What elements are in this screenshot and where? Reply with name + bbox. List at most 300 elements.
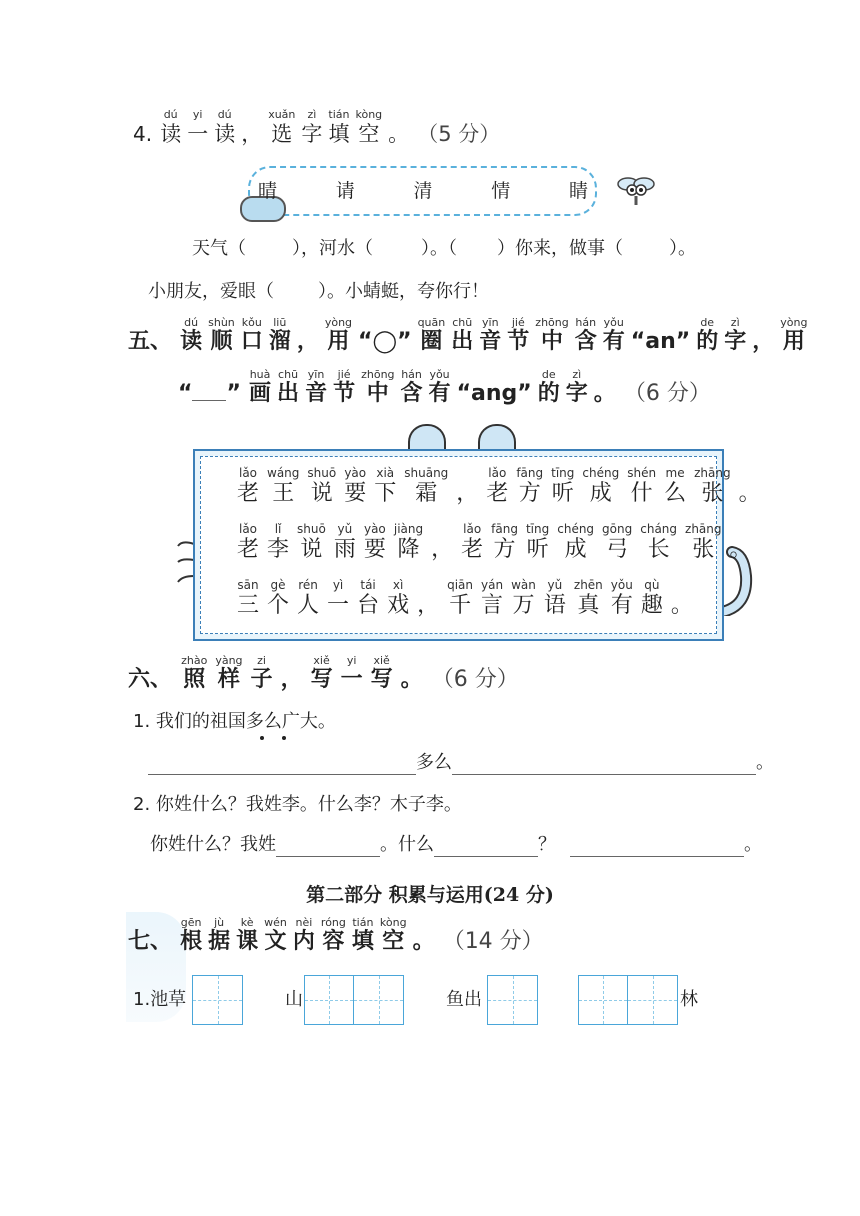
hanzi: 选 xyxy=(271,122,293,146)
pinyin: shuō xyxy=(307,466,337,480)
pinyin xyxy=(671,579,693,592)
hanzi: 。 xyxy=(388,122,410,146)
ruby-char xyxy=(333,368,355,407)
choice-char: 清 xyxy=(413,180,433,202)
hanzi: 趣 xyxy=(640,593,663,618)
ruby-char xyxy=(334,523,356,564)
hanzi: 降 xyxy=(397,537,420,562)
hanzi: 。 xyxy=(729,537,752,562)
ruby-char xyxy=(631,316,690,355)
choice-char: 晴 xyxy=(258,180,278,202)
fill-text: 池草 xyxy=(150,989,187,1010)
q5-title-1 xyxy=(177,316,810,355)
emphasis-dot xyxy=(260,736,264,740)
pinyin xyxy=(417,579,439,592)
ruby-char xyxy=(566,368,588,407)
pinyin xyxy=(388,108,409,121)
q6-answer-line-1 xyxy=(148,750,774,775)
hanzi: 老 xyxy=(461,537,484,562)
ruby-char xyxy=(269,316,291,355)
pinyin: yīn xyxy=(482,316,499,329)
pinyin: jié xyxy=(511,316,525,329)
fill-text: ）。小蜻蜓，夸你行！ xyxy=(318,281,489,302)
q6-example-2: 2. 你姓什么？我姓李。什么李？木子李。 xyxy=(133,794,462,815)
ruby-char xyxy=(371,654,393,693)
fill-text: ？ xyxy=(538,834,556,855)
ruby-char xyxy=(694,467,730,508)
pinyin: zhōng xyxy=(361,368,395,381)
scroll-dragonfly-icon xyxy=(616,172,656,206)
pinyin: zhào xyxy=(181,654,208,667)
pinyin: zì xyxy=(572,368,582,381)
ruby-char xyxy=(575,316,597,355)
hanzi: 。 xyxy=(400,667,423,692)
pinyin: yǔ xyxy=(547,578,563,592)
pinyin: tián xyxy=(352,916,374,929)
pinyin: fāng xyxy=(516,466,544,480)
ruby-char xyxy=(267,579,289,620)
ruby-char xyxy=(321,916,346,955)
pinyin: qiān xyxy=(447,578,474,592)
pinyin: hán xyxy=(575,316,597,329)
hanzi: “an” xyxy=(630,329,691,354)
grid-cell[interactable] xyxy=(579,976,628,1024)
hanzi: 容 xyxy=(322,929,345,954)
hanzi: 三 xyxy=(237,593,260,618)
hanzi: ， xyxy=(456,481,479,506)
ruby-char xyxy=(429,368,451,407)
pinyin: xiě xyxy=(313,654,330,667)
hanzi: 中 xyxy=(366,381,389,406)
hanzi: 子 xyxy=(250,667,273,692)
pinyin: zhēn xyxy=(573,578,603,592)
ruby-char xyxy=(511,579,536,620)
ruby-char xyxy=(481,579,503,620)
hanzi: 张 xyxy=(701,481,724,506)
ruby-char xyxy=(461,523,483,564)
hanzi: 读 xyxy=(160,122,182,146)
hanzi: 千 xyxy=(449,593,472,618)
fill-text: 山 xyxy=(285,989,303,1010)
ruby-char xyxy=(491,523,518,564)
rhyme-line xyxy=(233,579,697,620)
ruby-char xyxy=(208,316,235,355)
q4-score: （5 分） xyxy=(417,122,501,146)
ruby-char xyxy=(267,467,299,508)
hanzi: 言 xyxy=(481,593,504,618)
hanzi: 要 xyxy=(363,537,386,562)
hanzi: 什 xyxy=(630,481,653,506)
writing-grid[interactable] xyxy=(578,975,678,1025)
pinyin: xuǎn xyxy=(268,108,296,121)
hanzi: 霜 xyxy=(415,481,438,506)
item-number: 1. xyxy=(133,989,151,1010)
fill-text: 。什么 xyxy=(380,834,434,855)
hanzi: 张 xyxy=(692,537,715,562)
ruby-char xyxy=(301,108,322,147)
rhyme-box-inner xyxy=(200,456,761,634)
hanzi: 含 xyxy=(400,381,423,406)
ruby-char xyxy=(603,316,625,355)
hanzi: 用 xyxy=(782,329,805,354)
hanzi: 空 xyxy=(358,122,380,146)
ruby-char xyxy=(671,579,693,620)
ruby-char xyxy=(264,916,287,955)
ruby-char xyxy=(457,368,532,407)
ruby-char xyxy=(724,316,746,355)
pinyin: tīng xyxy=(525,522,550,536)
pinyin: shuō xyxy=(297,522,326,536)
pinyin: shuāng xyxy=(404,466,449,480)
hanzi: 弓 xyxy=(606,537,629,562)
pinyin: liū xyxy=(273,316,287,329)
hanzi: 个 xyxy=(267,593,290,618)
ruby-char xyxy=(281,654,303,693)
pinyin: lǎo xyxy=(463,522,482,536)
ruby-char xyxy=(538,368,560,407)
ruby-char xyxy=(551,467,574,508)
hanzi: 有 xyxy=(602,329,625,354)
q7-item-1-label xyxy=(133,988,186,1012)
hanzi: 溜 xyxy=(268,329,291,354)
ruby-char xyxy=(380,916,407,955)
pinyin: zhāng xyxy=(685,522,722,536)
pinyin xyxy=(631,316,690,329)
hanzi: 内 xyxy=(292,929,315,954)
pinyin: kòng xyxy=(355,108,383,121)
q7-heading xyxy=(128,916,544,955)
hanzi: 含 xyxy=(574,329,597,354)
pinyin: chéng xyxy=(557,522,595,536)
hanzi: 戏 xyxy=(387,593,410,618)
hanzi: 字 xyxy=(301,122,323,146)
ruby-char xyxy=(418,316,446,355)
hanzi: 有 xyxy=(610,593,633,618)
pinyin: tīng xyxy=(551,466,575,480)
writing-grid[interactable] xyxy=(487,975,538,1025)
q5-title-2 xyxy=(246,368,619,407)
pinyin: chéng xyxy=(582,466,620,480)
hanzi: 据 xyxy=(208,929,231,954)
pinyin: dú xyxy=(217,108,232,121)
pinyin: quān xyxy=(417,316,446,329)
q5-number: 五、 xyxy=(128,329,173,354)
choice-char: 睛 xyxy=(568,180,588,202)
ruby-char xyxy=(237,523,259,564)
pinyin xyxy=(241,108,262,121)
ruby-char xyxy=(249,368,271,407)
hanzi: 样 xyxy=(217,667,240,692)
pinyin: tián xyxy=(328,108,350,121)
pinyin: jù xyxy=(214,916,225,929)
grid-cell[interactable] xyxy=(628,976,677,1024)
answer-blank[interactable] xyxy=(148,750,416,775)
fill-text: 。 xyxy=(744,834,762,855)
ruby-char xyxy=(355,108,382,147)
ruby-char xyxy=(236,916,258,955)
hanzi: 读 xyxy=(214,122,236,146)
hanzi: 空 xyxy=(382,929,405,954)
q4-number: 4. xyxy=(133,122,153,146)
hanzi: 中 xyxy=(541,329,564,354)
hanzi: 音 xyxy=(305,381,328,406)
ruby-char xyxy=(451,316,473,355)
ruby-char xyxy=(268,108,295,147)
ruby-char xyxy=(696,316,718,355)
ruby-char xyxy=(297,579,319,620)
pinyin: xià xyxy=(376,466,395,480)
pinyin: yàng xyxy=(215,654,243,667)
pinyin: yǒu xyxy=(429,368,450,381)
ruby-char xyxy=(214,108,235,147)
hanzi: 老 xyxy=(237,481,260,506)
hanzi: ， xyxy=(280,667,303,692)
grid-cell[interactable] xyxy=(354,976,403,1024)
ruby-char xyxy=(401,654,423,693)
pinyin: de xyxy=(541,368,556,381)
hanzi: 一 xyxy=(327,593,350,618)
hanzi: 读 xyxy=(180,329,203,354)
hanzi: 万 xyxy=(512,593,535,618)
ruby-char xyxy=(730,523,752,564)
pinyin xyxy=(730,523,752,536)
ruby-char xyxy=(328,108,349,147)
answer-blank[interactable] xyxy=(276,832,380,857)
pinyin: chū xyxy=(452,316,473,329)
pinyin: shùn xyxy=(208,316,235,329)
pinyin: gè xyxy=(270,578,286,592)
pinyin: wàn xyxy=(511,578,536,592)
pinyin: yán xyxy=(481,578,504,592)
writing-grid[interactable] xyxy=(304,975,404,1025)
hanzi: 老 xyxy=(237,537,260,562)
ruby-char xyxy=(341,654,363,693)
ruby-char xyxy=(160,108,181,147)
pinyin: zì xyxy=(730,316,740,329)
rhyme-line xyxy=(233,523,756,564)
pinyin: yi xyxy=(346,654,357,667)
hanzi: 要 xyxy=(344,481,367,506)
ruby-char xyxy=(486,467,508,508)
q6-answer-line-2 xyxy=(150,832,762,857)
hanzi: 。 xyxy=(593,381,616,406)
emphasis-dot xyxy=(282,736,286,740)
hanzi: 课 xyxy=(236,929,259,954)
hanzi: 填 xyxy=(328,122,350,146)
hanzi: 字 xyxy=(724,329,747,354)
ruby-char xyxy=(327,579,349,620)
pinyin: kòng xyxy=(379,916,407,929)
hanzi: 么 xyxy=(664,481,687,506)
ruby-char xyxy=(413,916,435,955)
ruby-char xyxy=(305,368,327,407)
fill-text: ）。（ xyxy=(421,238,457,259)
pinyin: yǔ xyxy=(337,522,353,536)
hanzi: 王 xyxy=(272,481,295,506)
hanzi: 真 xyxy=(577,593,600,618)
pinyin: kǒu xyxy=(241,316,262,329)
pinyin: yòng xyxy=(780,316,808,329)
ruby-char xyxy=(297,523,326,564)
pinyin: huà xyxy=(249,368,271,381)
pinyin: lǎo xyxy=(488,466,507,480)
ruby-char xyxy=(394,523,423,564)
pinyin: zhāng xyxy=(694,466,731,480)
ruby-char xyxy=(739,467,761,508)
pinyin xyxy=(594,368,616,381)
ruby-char xyxy=(479,316,501,355)
hanzi: 写 xyxy=(310,667,333,692)
underline-sample xyxy=(192,400,226,401)
answer-blank[interactable] xyxy=(452,750,756,775)
ruby-char xyxy=(582,467,619,508)
choice-char: 请 xyxy=(335,180,355,202)
ruby-char xyxy=(507,316,529,355)
pinyin: me xyxy=(665,466,685,480)
ruby-char xyxy=(208,916,230,955)
ruby-char xyxy=(664,467,686,508)
hanzi: 音 xyxy=(479,329,502,354)
character-choices xyxy=(258,176,588,203)
grid-cell[interactable] xyxy=(305,976,354,1024)
ruby-char xyxy=(557,523,594,564)
ruby-char xyxy=(307,467,336,508)
ruby-char xyxy=(180,316,202,355)
q4-title xyxy=(157,108,412,147)
pinyin: yào xyxy=(363,522,386,536)
ruby-char xyxy=(361,368,394,407)
pinyin xyxy=(431,523,453,536)
hanzi: 节 xyxy=(507,329,530,354)
answer-blank[interactable] xyxy=(570,832,744,857)
ruby-char xyxy=(627,467,656,508)
pinyin: yòng xyxy=(324,316,353,329)
ruby-char xyxy=(357,579,379,620)
ruby-char xyxy=(180,916,202,955)
pinyin: wáng xyxy=(267,466,300,480)
ruby-char xyxy=(241,316,263,355)
ruby-char xyxy=(611,579,633,620)
pinyin: wén xyxy=(264,916,287,929)
pinyin: hán xyxy=(401,368,422,381)
pinyin: yīn xyxy=(307,368,325,381)
pinyin xyxy=(413,916,435,929)
grid-cell[interactable] xyxy=(488,976,537,1024)
pinyin: jiàng xyxy=(393,522,424,536)
fill-text: 多么 xyxy=(416,752,452,773)
ruby-char xyxy=(251,654,273,693)
ruby-char xyxy=(311,654,333,693)
ruby-char xyxy=(237,467,259,508)
quote-open: “ xyxy=(178,381,193,406)
pinyin: fāng xyxy=(491,522,518,536)
pinyin: róng xyxy=(320,916,346,929)
pinyin: zì xyxy=(307,108,317,121)
pinyin xyxy=(457,368,532,381)
ruby-char xyxy=(358,316,412,355)
hanzi: 顺 xyxy=(210,329,233,354)
pinyin: dú xyxy=(163,108,178,121)
pinyin: yi xyxy=(192,108,203,121)
q4-fill-line-2 xyxy=(148,280,489,304)
pinyin: de xyxy=(700,316,715,329)
hanzi: 下 xyxy=(374,481,397,506)
hanzi: 语 xyxy=(543,593,566,618)
pinyin: jié xyxy=(337,368,351,381)
pinyin: cháng xyxy=(640,522,678,536)
fill-text: 林 xyxy=(680,989,698,1010)
hanzi: 雨 xyxy=(333,537,356,562)
answer-blank[interactable] xyxy=(434,832,538,857)
q7-score: （14 分） xyxy=(442,929,544,954)
ruby-char xyxy=(535,316,568,355)
hanzi: 方 xyxy=(493,537,516,562)
hanzi: 人 xyxy=(297,593,320,618)
q7-title xyxy=(177,916,437,955)
pinyin: zi xyxy=(257,654,266,667)
pinyin: kè xyxy=(240,916,254,929)
pinyin: yǒu xyxy=(610,578,633,592)
grid-cell[interactable] xyxy=(193,976,242,1024)
hanzi: 一 xyxy=(187,122,209,146)
pinyin: rén xyxy=(298,578,318,592)
hanzi: 口 xyxy=(240,329,263,354)
pinyin xyxy=(739,467,761,480)
ruby-char xyxy=(374,467,396,508)
ruby-char xyxy=(387,579,409,620)
ruby-char xyxy=(181,654,207,693)
ruby-char xyxy=(241,108,262,147)
hanzi: “◯” xyxy=(358,329,412,354)
hanzi: ， xyxy=(296,329,319,354)
ruby-char xyxy=(594,368,616,407)
hanzi: 的 xyxy=(696,329,719,354)
ruby-char xyxy=(447,579,473,620)
hanzi: 李 xyxy=(267,537,290,562)
hanzi: 照 xyxy=(183,667,206,692)
pinyin: sān xyxy=(237,578,259,592)
ruby-char xyxy=(544,579,566,620)
ruby-char xyxy=(297,316,319,355)
writing-grid[interactable] xyxy=(192,975,243,1025)
ruby-char xyxy=(685,523,721,564)
q7-number: 七、 xyxy=(128,929,173,954)
hanzi: 台 xyxy=(357,593,380,618)
fill-text: ），河水（ xyxy=(292,238,373,259)
ruby-char xyxy=(516,467,543,508)
pinyin xyxy=(281,654,303,667)
ruby-char xyxy=(267,523,289,564)
pinyin: nèi xyxy=(295,916,313,929)
hanzi: 听 xyxy=(551,481,574,506)
pinyin xyxy=(456,467,478,480)
hanzi: 成 xyxy=(564,537,587,562)
hanzi: 填 xyxy=(351,929,374,954)
ruby-char xyxy=(641,579,663,620)
q5-score: （6 分） xyxy=(623,381,711,406)
fill-text: 天气（ xyxy=(192,238,246,259)
ruby-char xyxy=(752,316,774,355)
pinyin: yì xyxy=(332,578,344,592)
ruby-char xyxy=(187,108,208,147)
pinyin: lǎo xyxy=(238,522,258,536)
ruby-char xyxy=(780,316,807,355)
pinyin xyxy=(297,316,319,329)
hanzi: 。 xyxy=(412,929,435,954)
ruby-char xyxy=(237,579,259,620)
hanzi: “ang” xyxy=(456,381,532,406)
pinyin: shén xyxy=(627,466,657,480)
